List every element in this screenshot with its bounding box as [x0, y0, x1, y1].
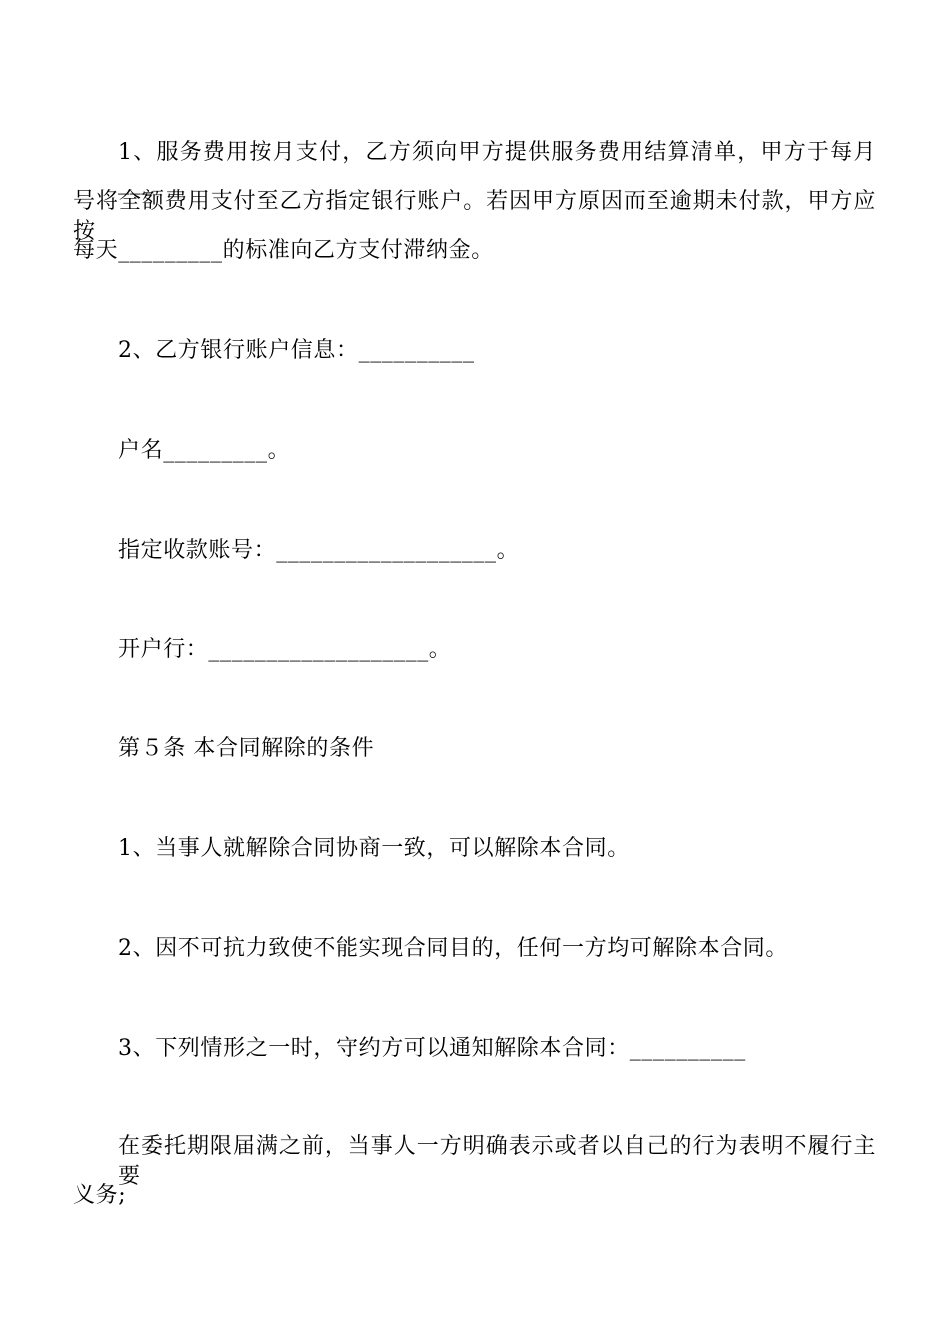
termination-item-3: 3、下列情形之一时，守约方可以通知解除本合同：__________: [118, 1036, 746, 1061]
payment-clause-line-3: 每天_________的标准向乙方支付滞纳金。: [73, 238, 494, 263]
breach-clause-line-1: 在委托期限届满之前，当事人一方明确表示或者以自己的行为表明不履行主要: [118, 1134, 876, 1189]
termination-item-1: 1、当事人就解除合同协商一致，可以解除本合同。: [118, 836, 630, 861]
bank-account-info-heading: 2、乙方银行账户信息：__________: [118, 338, 475, 363]
termination-item-2: 2、因不可抗力致使不能实现合同目的，任何一方均可解除本合同。: [118, 936, 788, 961]
article-5-heading: 第５条 本合同解除的条件: [118, 736, 375, 761]
account-number-field: 指定收款账号：___________________。: [118, 538, 520, 563]
account-name-field: 户名_________。: [118, 438, 291, 463]
bank-branch-field: 开户行：___________________。: [118, 637, 452, 662]
payment-clause-line-2: 号将全额费用支付至乙方指定银行账户。若因甲方原因而至逾期未付款，甲方应按: [73, 189, 876, 244]
payment-clause-line-1: 1、服务费用按月支付，乙方须向甲方提供服务费用结算清单，甲方于每月___: [118, 140, 876, 195]
breach-clause-line-2: 义务;: [73, 1183, 127, 1208]
